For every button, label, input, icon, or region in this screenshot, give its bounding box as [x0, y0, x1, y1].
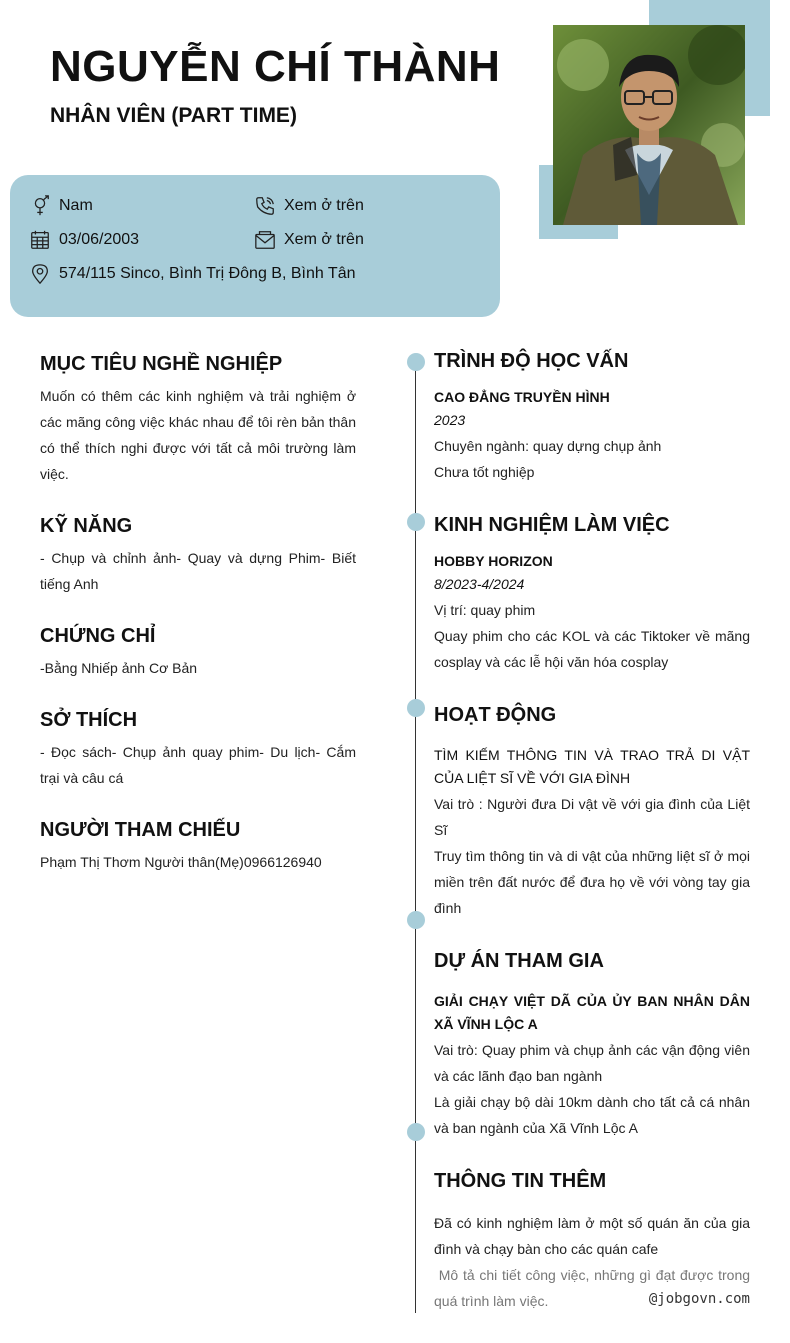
education-status: Chưa tốt nghiệp — [434, 464, 535, 480]
education-major: Chuyên ngành: quay dựng chụp ảnh — [434, 438, 662, 454]
education-section — [434, 345, 750, 485]
project-description: Là giải chạy bộ dài 10km dành cho tất cả cá nhân và ban ngành của Xã Vĩnh Lộc A — [434, 1094, 750, 1136]
gender-icon — [29, 195, 51, 217]
activity-description: Truy tìm thông tin và di vật của những liệt sĩ ở mọi miền trên đất nước để đưa họ về với vòng tay gia đình — [434, 848, 750, 916]
additional-text: Đã có kinh nghiệm làm ở một số quán ăn của gia đình và chạy bàn cho các quán cafe — [434, 1215, 750, 1257]
email-icon — [254, 229, 276, 251]
skills-text: - Chụp và chỉnh ảnh- Quay và dựng Phim- Biết tiếng Anh — [40, 550, 356, 592]
timeline-dot-activities — [407, 699, 425, 717]
activities-heading: HOẠT ĐỘNG — [434, 704, 557, 726]
contact-info-box — [10, 175, 500, 317]
timeline-dot-experience — [407, 513, 425, 531]
candidate-name: NGUYỄN CHÍ THÀNH — [50, 42, 501, 91]
education-heading: TRÌNH ĐỘ HỌC VẤN — [434, 350, 629, 372]
phone-icon — [254, 195, 276, 217]
activity-role: Vai trò : Người đưa Di vật về với gia đình của Liệt Sĩ — [434, 796, 750, 838]
project-role: Vai trò: Quay phim và chụp ảnh các vận động viên và các lãnh đạo ban ngành — [434, 1042, 750, 1084]
address-row — [29, 263, 355, 285]
right-column — [434, 345, 754, 1314]
hobbies-text: - Đọc sách- Chụp ảnh quay phim- Du lịch- Cắm trại và câu cá — [40, 744, 356, 786]
gender-row — [29, 195, 93, 217]
timeline-dot-education — [407, 353, 425, 371]
education-school: CAO ĐẲNG TRUYỀN HÌNH — [434, 389, 610, 405]
project-name: GIẢI CHẠY VIỆT DÃ CỦA ỦY BAN NHÂN DÂN XÃ VĨNH LỘC A — [434, 993, 750, 1032]
timeline-line — [415, 358, 416, 1313]
dob-value: 03/06/2003 — [59, 231, 140, 248]
phone-value: Xem ở trên — [284, 197, 364, 214]
experience-company: HOBBY HORIZON — [434, 553, 553, 569]
references-section — [40, 814, 356, 875]
references-heading: NGƯỜI THAM CHIẾU — [40, 819, 241, 841]
certificates-heading: CHỨNG CHỈ — [40, 625, 156, 647]
hobbies-heading: SỞ THÍCH — [40, 709, 138, 731]
objective-text: Muốn có thêm các kinh nghiệm và trải nghiệm ở các mãng công việc khác nhau để tôi rèn bản thân có thể thích nghi được với tất cả môi trường làm việc. — [40, 388, 356, 482]
experience-heading: KINH NGHIỆM LÀM VIỆC — [434, 514, 670, 536]
objective-heading: MỤC TIÊU NGHỀ NGHIỆP — [40, 353, 283, 375]
experience-period: 8/2023-4/2024 — [434, 576, 525, 592]
job-title: NHÂN VIÊN (PART TIME) — [50, 104, 297, 127]
experience-description: Quay phim cho các KOL và các Tiktoker về mãng cosplay và các lễ hội văn hóa cosplay — [434, 628, 750, 670]
email-row — [254, 229, 364, 251]
gender-value: Nam — [59, 197, 93, 214]
email-value: Xem ở trên — [284, 231, 364, 248]
additional-heading: THÔNG TIN THÊM — [434, 1170, 607, 1192]
location-icon — [29, 263, 51, 285]
profile-photo — [553, 25, 745, 225]
timeline-dot-projects — [407, 911, 425, 929]
references-text: Phạm Thị Thơm Người thân(Mẹ)0966126940 — [40, 854, 322, 870]
education-year: 2023 — [434, 412, 466, 428]
experience-position: Vị trí: quay phim — [434, 602, 536, 618]
phone-row — [254, 195, 364, 217]
dob-row — [29, 229, 139, 251]
activities-section — [434, 699, 750, 921]
objective-section — [40, 348, 356, 487]
certificates-section — [40, 620, 356, 681]
watermark: @jobgovn.com — [648, 1291, 750, 1307]
projects-section — [434, 945, 750, 1141]
activity-name: TÌM KIẾM THÔNG TIN VÀ TRAO TRẢ DI VẬT CỦA LIỆT SĨ VỀ VỚI GIA ĐÌNH — [434, 747, 750, 786]
left-column — [40, 348, 356, 875]
projects-heading: DỰ ÁN THAM GIA — [434, 950, 604, 972]
hobbies-section — [40, 704, 356, 791]
additional-placeholder: Mô tả chi tiết công việc, những gì đạt được trong quá trình làm việc. — [434, 1267, 754, 1309]
skills-section — [40, 510, 356, 597]
timeline-dot-additional — [407, 1123, 425, 1141]
skills-heading: KỸ NĂNG — [40, 515, 133, 537]
experience-section — [434, 509, 750, 675]
calendar-icon — [29, 229, 51, 251]
address-value: 574/115 Sinco, Bình Trị Đông B, Bình Tân — [59, 265, 356, 282]
certificates-text: -Bằng Nhiếp ảnh Cơ Bản — [40, 660, 198, 676]
